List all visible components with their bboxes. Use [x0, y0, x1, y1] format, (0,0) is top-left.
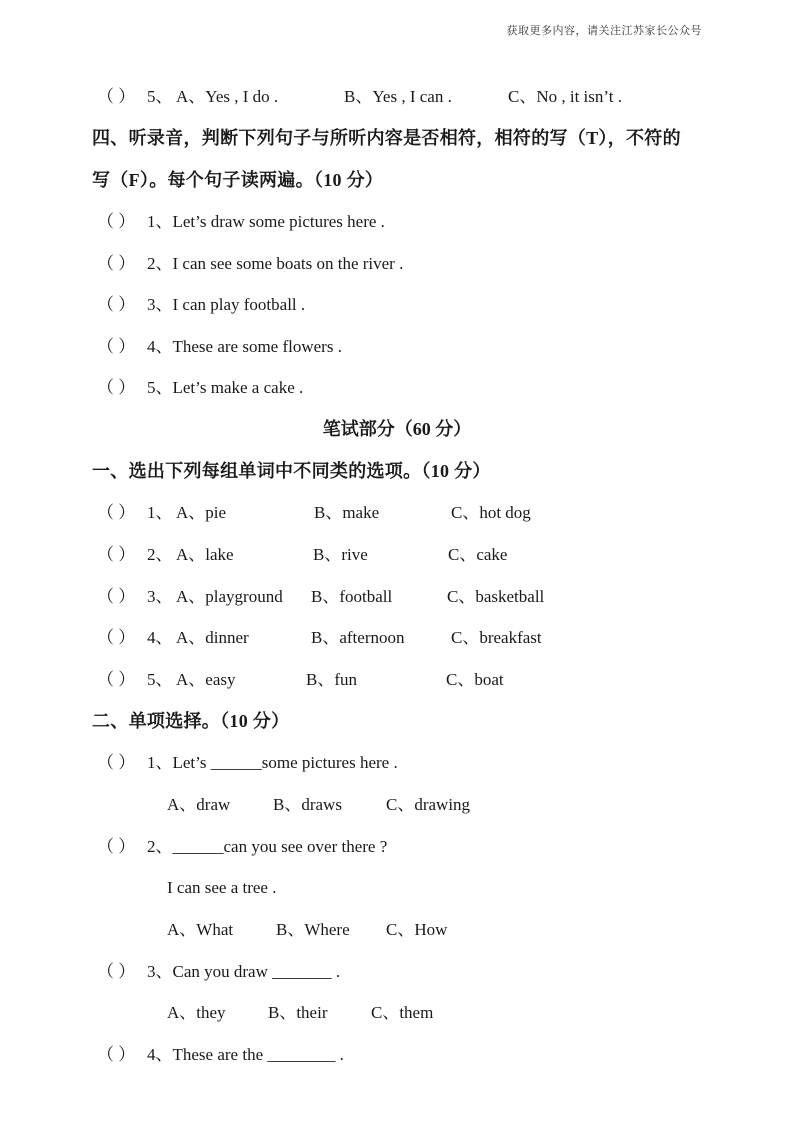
question-number: 5、 [147, 87, 173, 106]
question-number: 2、 [147, 545, 173, 564]
answer-paren: （ ） [97, 337, 136, 356]
option-a: A、playground [176, 587, 283, 606]
part2-question-4 [97, 1044, 697, 1066]
part1-item-4 [97, 627, 697, 649]
question-number: 5、 [147, 670, 173, 689]
item-text: 5、Let’s make a cake . [147, 378, 304, 397]
answer-paren: （ ） [97, 503, 136, 522]
question-subtext: I can see a tree . [167, 878, 277, 897]
option-c: C、basketball [447, 587, 545, 606]
part2-q1-choices [167, 794, 667, 816]
option-a: A、draw [167, 795, 231, 814]
option-c: C、hot dog [451, 503, 531, 522]
option-c: C、drawing [386, 795, 471, 814]
item-text: 1、Let’s draw some pictures here . [147, 212, 385, 231]
section4-item-3 [97, 294, 697, 316]
option-a: A、dinner [176, 628, 249, 647]
answer-paren: （ ） [97, 628, 136, 647]
part1-item-5 [97, 669, 697, 691]
option-a: A、pie [176, 503, 227, 522]
part1-item-2 [97, 544, 697, 566]
option-a: A、What [167, 920, 234, 939]
option-b: B、football [311, 587, 393, 606]
answer-paren: （ ） [97, 378, 136, 397]
option-c: C、boat [446, 670, 504, 689]
part1-title: 一、选出下列每组单词中不同类的选项。（10 分） [92, 461, 491, 481]
option-a: A、Yes , I do . [176, 87, 279, 106]
answer-paren: （ ） [97, 87, 136, 106]
option-c: C、How [386, 920, 448, 939]
answer-paren: （ ） [97, 1045, 136, 1064]
question-text: 3、Can you draw _______ . [147, 962, 341, 981]
item-text: 2、I can see some boats on the river . [147, 254, 404, 273]
written-part-title: 笔试部分（60 分） [322, 419, 472, 439]
option-a: A、lake [176, 545, 234, 564]
option-c: C、cake [448, 545, 508, 564]
part2-question-2 [97, 836, 697, 858]
option-b: B、afternoon [311, 628, 405, 647]
section4-title-line1: 四、听录音，判断下列句子与所听内容是否相符，相符的写（T），不符的 [92, 128, 681, 148]
answer-paren: （ ） [97, 837, 136, 856]
part2-title: 二、单项选择。（10 分） [92, 711, 290, 731]
option-b: B、draws [273, 795, 342, 814]
part2-question-1 [97, 752, 697, 774]
answer-paren: （ ） [97, 587, 136, 606]
question-number: 3、 [147, 587, 173, 606]
section4-item-2 [97, 253, 697, 275]
section4-title-line2: 写（F）。每个句子读两遍。（10 分） [92, 170, 384, 190]
answer-paren: （ ） [97, 295, 136, 314]
section4-item-1 [97, 211, 697, 233]
item-text: 3、I can play football . [147, 295, 306, 314]
option-a: A、easy [176, 670, 236, 689]
option-b: B、fun [306, 670, 357, 689]
question-number: 1、 [147, 503, 173, 522]
option-c: C、them [371, 1003, 434, 1022]
part2-q2-choices [167, 919, 667, 941]
listening-question-5 [97, 86, 697, 108]
option-a: A、they [167, 1003, 226, 1022]
part2-q3-choices [167, 1002, 667, 1024]
option-b: B、Where [276, 920, 350, 939]
question-text: 4、These are the ________ . [147, 1045, 344, 1064]
part2-question-3 [97, 961, 697, 983]
section4-item-5 [97, 377, 697, 399]
question-text: 2、______can you see over there ? [147, 837, 388, 856]
part1-item-3 [97, 586, 697, 608]
option-b: B、rive [313, 545, 368, 564]
answer-paren: （ ） [97, 212, 136, 231]
section4-item-4 [97, 336, 697, 358]
option-b: B、Yes , I can . [344, 87, 452, 106]
answer-paren: （ ） [97, 254, 136, 273]
item-text: 4、These are some flowers . [147, 337, 342, 356]
question-number: 4、 [147, 628, 173, 647]
option-c: C、breakfast [451, 628, 542, 647]
answer-paren: （ ） [97, 962, 136, 981]
answer-paren: （ ） [97, 670, 136, 689]
part2-q2-subline [167, 877, 667, 899]
question-text: 1、Let’s ______some pictures here . [147, 753, 398, 772]
answer-paren: （ ） [97, 545, 136, 564]
answer-paren: （ ） [97, 753, 136, 772]
part1-item-1 [97, 502, 697, 524]
option-c: C、No , it isn’t . [508, 87, 622, 106]
option-b: B、make [314, 503, 380, 522]
option-b: B、their [268, 1003, 328, 1022]
header-note: 获取更多内容，请关注江苏家长公众号 [506, 25, 702, 37]
